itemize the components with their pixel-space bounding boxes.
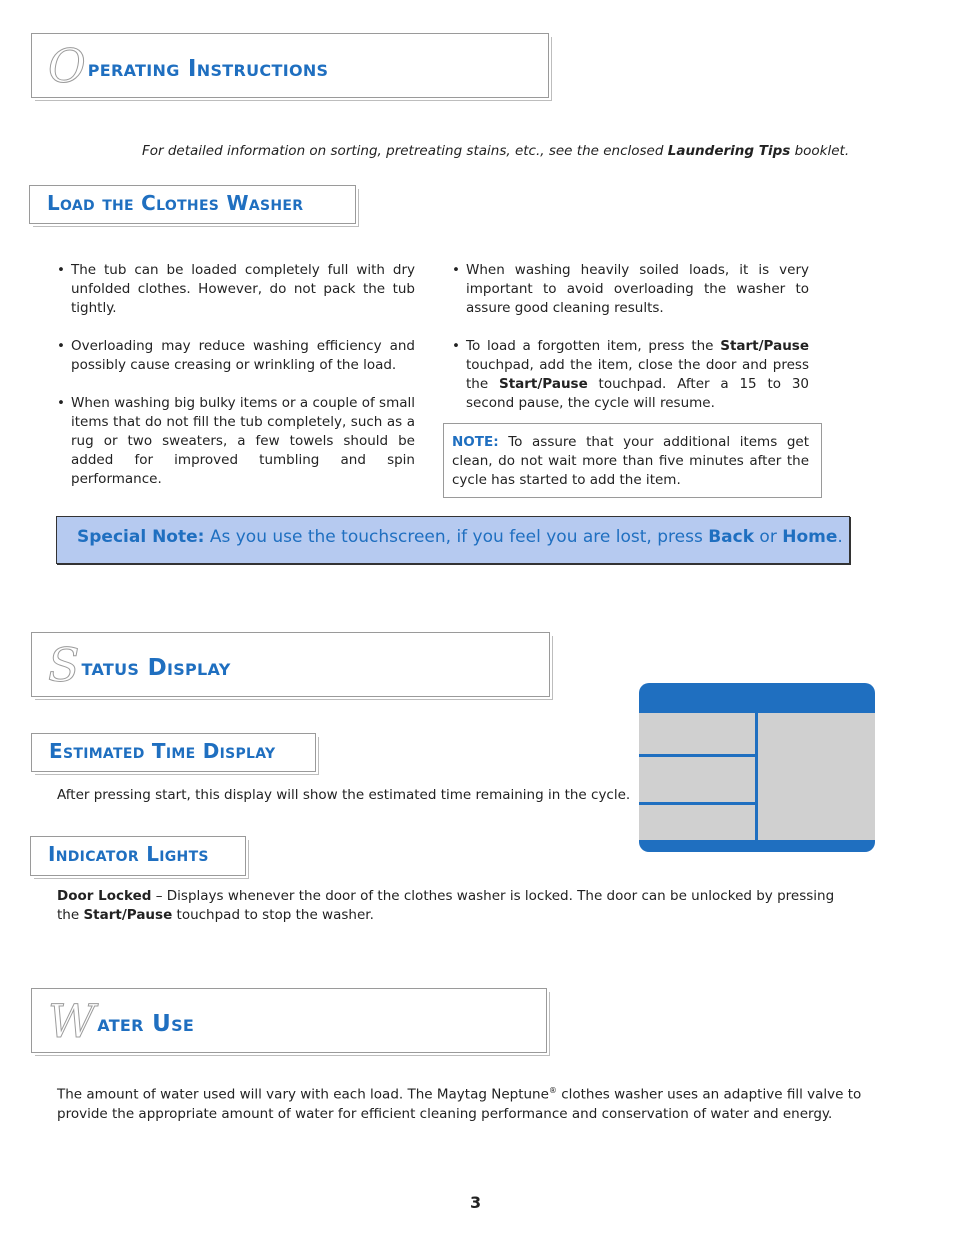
status-display-illustration bbox=[639, 683, 875, 853]
load-washer-title: Load the Clothes Washer bbox=[47, 191, 304, 215]
indicator-lights-header bbox=[30, 836, 246, 876]
special-note-banner: Special Note: As you use the touchscreen, if you feel you are lost, press Back or Home. bbox=[56, 516, 850, 564]
load-washer-header bbox=[29, 185, 356, 224]
indicator-lights-title: Indicator Lights bbox=[48, 842, 209, 866]
note-box: NOTE: To assure that your additional items get clean, do not wait more than five minutes after the cycle has started to add the item. bbox=[443, 423, 822, 498]
load-right-column bbox=[452, 261, 809, 432]
operating-instructions-title: Operating Instructions bbox=[48, 39, 329, 93]
list-item: • When washing big bulky items or a couple of small items that do not fill the tub completely, such as a rug or two sweaters, a few towels should be added for improved tumbling and spin performance. bbox=[57, 394, 415, 489]
estimated-time-header bbox=[31, 733, 316, 772]
status-display-title: Status Display bbox=[48, 638, 231, 692]
back-ref: Back bbox=[708, 527, 755, 547]
panel-divider bbox=[755, 713, 758, 841]
list-item: • Overloading may reduce washing efficiency and possibly cause creasing or wrinkling of the load. bbox=[57, 337, 415, 375]
indicator-lights-text: Door Locked – Displays whenever the door of the clothes washer is locked. The door can be unlocked by pressing the Start/Pause touchpad to stop the washer. bbox=[57, 888, 835, 923]
page-number: 3 bbox=[470, 1193, 482, 1212]
intro-text: For detailed information on sorting, pretreating stains, etc., see the enclosed Laundering Tips booklet. bbox=[142, 143, 850, 159]
water-use-title: Water Use bbox=[48, 994, 195, 1048]
panel-bottom-bar bbox=[639, 840, 875, 852]
panel-top-bar bbox=[639, 683, 875, 713]
status-display-header bbox=[31, 632, 550, 697]
panel-divider bbox=[639, 802, 755, 805]
list-item: • The tub can be loaded completely full with dry unfolded clothes. However, do not pack the tub tightly. bbox=[57, 261, 415, 318]
estimated-time-title: Estimated Time Display bbox=[49, 739, 276, 763]
note-label: NOTE: bbox=[452, 434, 499, 450]
panel-divider bbox=[639, 754, 755, 757]
estimated-time-text: After pressing start, this display will show the estimated time remaining in the cycle. bbox=[57, 787, 631, 803]
special-note-label: Special Note: bbox=[77, 527, 205, 547]
home-ref: Home bbox=[782, 527, 838, 547]
list-item: • To load a forgotten item, press the Start/Pause touchpad, add the item, close the door and press the Start/Pause touchpad. After a 15 to 30 second pause, the cycle will resume. bbox=[452, 337, 809, 413]
operating-instructions-header bbox=[31, 33, 549, 98]
list-item: • When washing heavily soiled loads, it is very important to avoid overloading the washer to assure good cleaning results. bbox=[452, 261, 809, 318]
load-left-column bbox=[57, 261, 415, 508]
water-use-text: The amount of water used will vary with each load. The Maytag Neptune® clothes washer uses an adaptive fill valve to provide the appropriate amount of water for efficient cleaning performance and conservation of water and energy. bbox=[57, 1086, 862, 1122]
laundering-tips-ref: Laundering Tips bbox=[667, 143, 791, 159]
water-use-header bbox=[31, 988, 547, 1053]
